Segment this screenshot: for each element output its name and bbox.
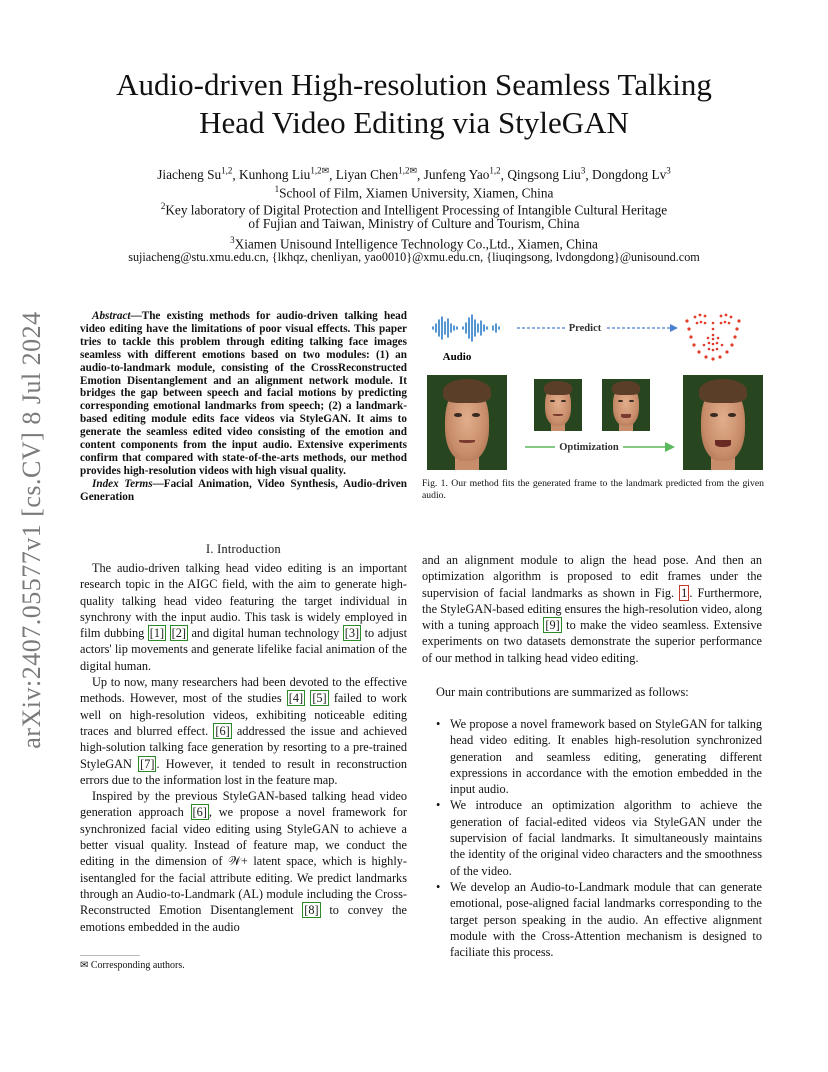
arxiv-stamp: arXiv:2407.05577v1 [cs.CV] 8 Jul 2024 [17,311,46,749]
citation-link[interactable]: [1] [149,626,165,641]
list-item: • We develop an Audio-to-Landmark module that can generate emotional, pose-aligned facial landmarks corresponding to the target person speaking in the audio. An effective alignment module with the Cross-Attention mechanism is designed to faciliate this process. [428,879,762,960]
index-terms-label: Index Terms [92,477,153,490]
citation-link[interactable]: [8] [304,903,319,918]
author: Jiacheng Su$^{1,2}$ [157,166,233,183]
paper-title [60,66,768,142]
citation-link[interactable]: [3] [344,626,360,641]
source-face-image [427,375,507,470]
author-emails: sujiacheng@stu.xmu.edu.cn, {lkhqz, chenliyan, yao0010}@xmu.edu.cn, {liuqingsong, lvdongdong}@unisound.com [128,250,700,264]
facial-landmarks-icon [685,314,740,361]
contributions-list [428,716,762,960]
paragraph: Inspired by the previous StyleGAN-based talking head video generation approach [6] , we propose a novel framework for synchronized facial video editing using StyleGAN to achieve a better visual quality. Instead of feature map, we conduct the editing in the dimension of 𝒲+ latent space, which is highly-isentangled for the facial attribute editing. We predict landmarks through an Audio-to-Landmark (AL) module including the Cross-Reconstructed Emotion Disentanglement [8] to convey the emotions embedded in the audio [80,789,407,934]
left-column-body [80,560,407,935]
paragraph: and an alignment module to align the head pose. And then an optimization algorithm is proposed to edit frames under the supervision of facial landmarks as shown in Fig. 1 . Furthermore, the StyleGAN-based editing ensures the high-resolution video, along with a tuning approach [9] to make the video seamless. Extensive experiments on two datasets demonstrate the superior performance of our method in talking head video editing. [422,553,762,665]
audio-label: Audio [442,351,472,363]
paragraph: The audio-driven talking head video editing is an important research topic in the AIGC field, with the aim to generate high-quality talking head video featuring the target individual in synchrony with the input audio. This task is widely employed in film dubbing [1] [2] and digital human technology [3] to adjust actors' lip movements and generate lifelike facial animation of the digital human. [80,561,408,673]
affiliation-2: $^2$Key laboratory of Digital Protection and Intelligent Processing of Intangible Cultural Heritage [160,201,668,218]
title-line-1: Audio-driven High-resolution Seamless Talking [116,67,712,102]
index-terms-text: —Facial Animation, Video Synthesis, Audio-driven Generation [80,477,407,503]
author: Dongdong Lv$^3$ [592,166,671,183]
footnote-rule [80,955,140,956]
title-line-2: Head Video Editing via StyleGAN [199,105,629,140]
audio-waveform-icon [433,315,499,341]
citation-link[interactable]: [5] [312,691,327,706]
affiliation-2-cont: of Fujian and Taiwan, Ministry of Culture and Tourism, China [248,216,580,231]
abstract-text: —The existing methods for audio-driven talking head video editing have the limitations of poor visual effects. This paper tries to tackle this problem through editing talking face images seamless with different emotions based on two modules: (1) an audio-to-landmark module, consisting of the CrossReconstructed Emotion Disentanglement and an alignment network module. It bridges the gap between speech and facial motions by predicting corresponding emotional landmarks from speech; (2) a landmark-based editing module edits face videos via StyleGAN. It aims to generate the seamless edited video consisting of the emotion and content components from the input audio. Extensive experiments confirm that compared with state-of-the-arts methods, our method provides high-resolution videos with high visual quality. [80,310,407,477]
author: Kunhong Liu$^{1,2✉}$ [239,166,330,183]
predict-label: Predict [568,323,602,334]
citation-link[interactable]: [7] [140,756,155,771]
footnote: ✉ Corresponding authors. [80,960,185,971]
intermediate-face-image-1 [534,379,582,431]
optimization-arrowhead [665,442,675,452]
author: Junfeng Yao$^{1,2}$ [423,166,501,183]
citation-link[interactable]: [2] [171,626,186,641]
section-heading-introduction: I. Introduction [206,542,281,556]
author-list: Jiacheng Su$^{1,2}$, Kunhong Liu$^{1,2✉}$, Liyan Chen$^{1,2✉}$, Junfeng Yao$^{1,2}$, Qingsong Liu$^3$, Dongdong Lv$^3$ [157,166,671,183]
figure-1-caption: Fig. 1. Our method fits the generated frame to the landmark predicted from the given audio. [422,478,764,502]
affiliation-3: $^3$Xiamen Unisound Intelligence Technology Co.,Ltd., Xiamen, China [230,235,598,252]
predict-arrowhead [670,324,678,332]
list-item: • We propose a novel framework based on StyleGAN for talking head video editing. It enables high-resolution synchronized generation and seamless editing, generating different expressions in accordance with the emotion embedded in the input audio. [428,716,762,797]
edited-face-image [683,375,763,470]
author: Qingsong Liu$^3$ [507,166,586,183]
citation-link[interactable]: [6] [215,723,230,738]
right-column-body [422,552,762,666]
contributions-intro: Our main contributions are summarized as follows: [436,685,689,699]
figure-ref-link[interactable]: 1 [681,585,688,600]
list-item: • We introduce an optimization algorithm to achieve the generation of facial-edited videos via StyleGAN under the supervision of facial landmarks. It simultaneously maintains the identity of the original video characters and the smoothness of the video. [428,797,762,878]
intermediate-face-image-2 [602,379,650,431]
abstract [80,310,407,504]
citation-link[interactable]: [9] [545,618,560,633]
abstract-label: Abstract [92,310,131,322]
citation-link[interactable]: [6] [192,805,207,820]
affiliation-1: $^1$School of Film, Xiamen University, Xiamen, China [274,184,554,201]
figure-1 [425,305,763,472]
paragraph: Up to now, many researchers had been devoted to the effective methods. However, most of the studies [4] [5] failed to work well on high-resolution videos, exhibiting noticeable editing traces and blurred effect. [6] addressed the issue and achieved high-solution talking face generation by resorting to a pre-trained StyleGAN [7] . However, it tended to result in reconstruction errors due to the information lost in the feature map. [80,675,408,787]
optimization-label: Optimization [559,442,619,453]
author: Liyan Chen$^{1,2✉}$ [335,166,417,183]
citation-link[interactable]: [4] [288,691,304,706]
